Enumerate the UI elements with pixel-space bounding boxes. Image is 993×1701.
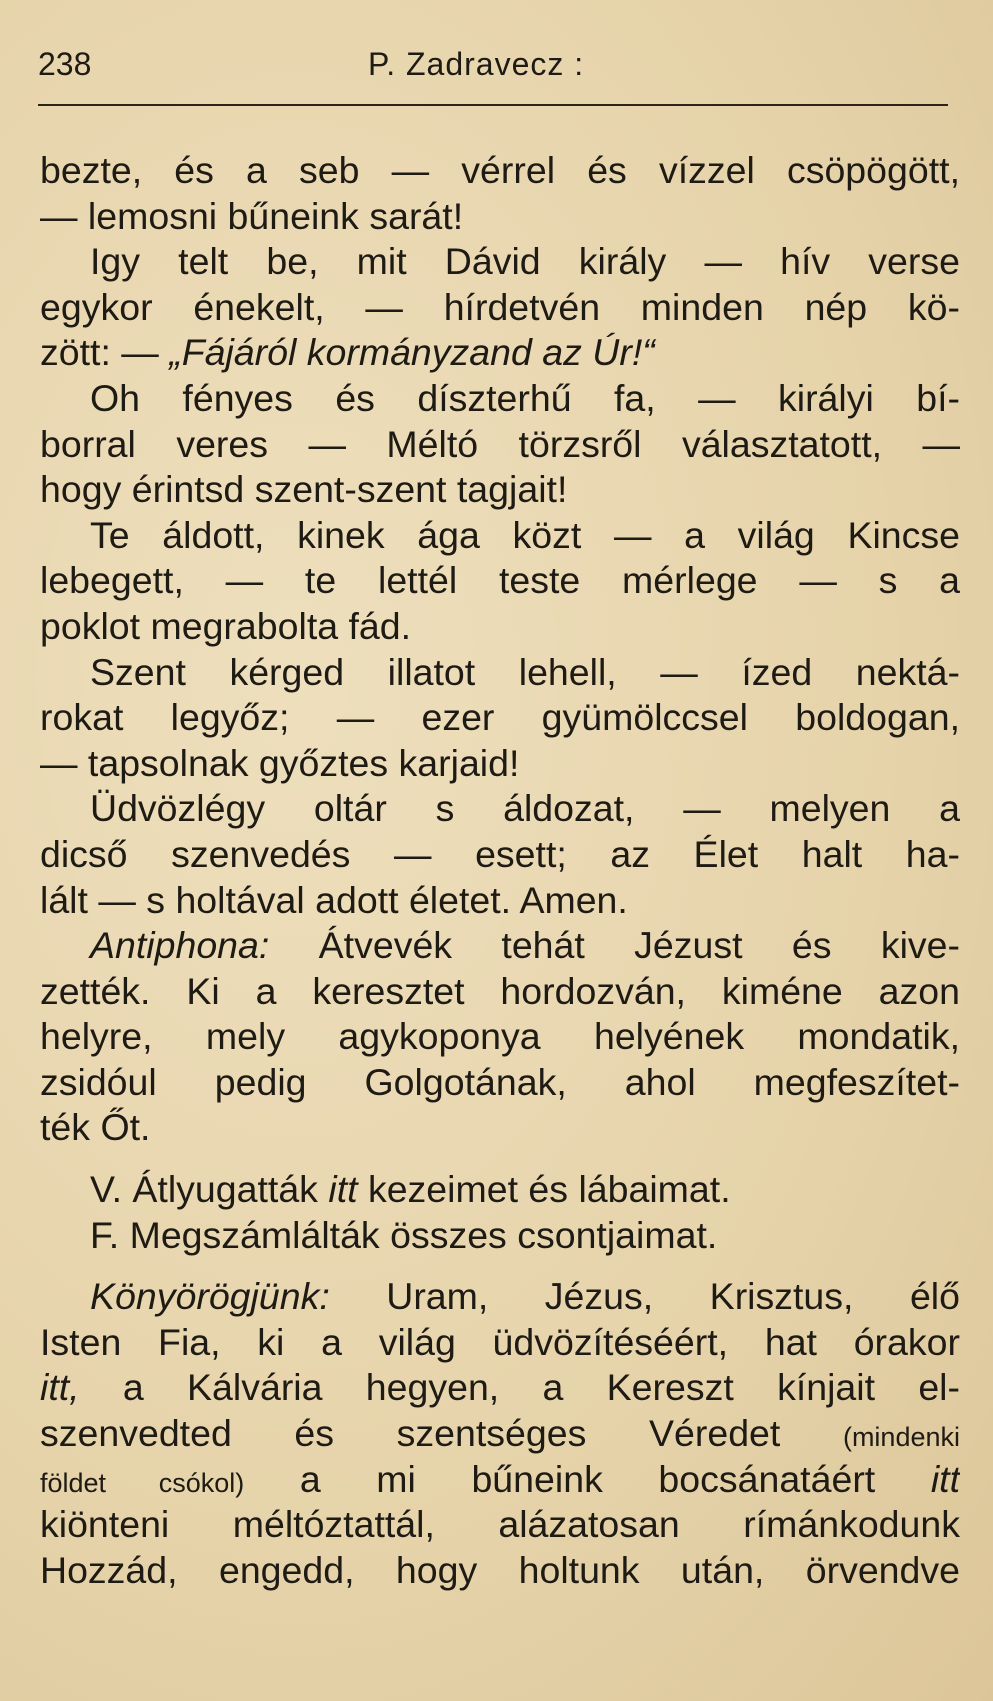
text-line <box>40 741 960 787</box>
text-line <box>40 194 960 240</box>
text-line <box>40 923 960 969</box>
text-line <box>40 422 960 468</box>
text-line <box>40 695 960 741</box>
running-title: P. Zadravecz : <box>368 46 585 82</box>
page-header <box>38 40 948 106</box>
text-segment: Átvevék tehát Jézust és kive- <box>269 924 960 967</box>
small-text: földet csókol) <box>40 1467 245 1498</box>
text-segment: — tapsolnak győztes karjaid! <box>40 741 520 784</box>
text-segment: hogy érintsd szent-szent tagjait! <box>40 468 568 511</box>
text-segment: borral veres — Méltó törzsről választatott, — <box>40 422 960 465</box>
text-segment: Szent kérged illatot lehell, — ízed nektá- <box>90 650 960 693</box>
text-line <box>40 1167 960 1213</box>
text-line <box>40 1213 960 1259</box>
italic-text: Könyörögjünk: <box>90 1275 330 1318</box>
text-line <box>40 376 960 422</box>
text-line <box>40 1060 960 1106</box>
text-segment: helyre, mely agykoponya helyének mondatik, <box>40 1015 960 1058</box>
text-line <box>40 239 960 285</box>
text-segment: a Kálvária hegyen, a Kereszt kínjait el- <box>79 1366 960 1409</box>
text-segment: szenvedted és szentséges Véredet <box>40 1412 843 1455</box>
body-text <box>40 148 960 1593</box>
text-segment: zött: — <box>40 331 170 374</box>
text-line <box>40 604 960 650</box>
text-line <box>40 1105 960 1151</box>
text-segment: dicső szenvedés — esett; az Élet halt ha- <box>40 832 960 875</box>
text-segment: zsidóul pedig Golgotának, ahol megfeszítet- <box>40 1060 960 1103</box>
text-segment: kiönteni méltóztattál, alázatosan rímánkodunk <box>40 1503 960 1546</box>
italic-text: itt, <box>40 1366 80 1409</box>
text-line <box>40 148 960 194</box>
text-line <box>40 1274 960 1320</box>
text-line <box>40 1014 960 1060</box>
text-segment: rokat legyőz; — ezer gyümölccsel boldogan, <box>40 696 960 739</box>
text-line <box>40 832 960 878</box>
text-segment: egykor énekelt, — hírdetvén minden nép kö- <box>40 285 960 328</box>
text-line <box>40 513 960 559</box>
line-gap <box>40 1151 960 1167</box>
text-segment: F. Megszámlálták összes csontjaimat. <box>90 1213 718 1256</box>
line-gap <box>40 1258 960 1274</box>
text-segment: V. Átlyugatták <box>90 1168 329 1211</box>
text-segment: a mi bűneink bocsánatáért <box>244 1457 931 1500</box>
text-segment: Hozzád, engedd, hogy holtunk után, örvendve <box>40 1548 960 1591</box>
italic-text: Antiphona: <box>90 924 270 967</box>
italic-text: „Fájáról kormányzand az Úr!“ <box>169 331 655 374</box>
text-segment: Uram, Jézus, Krisztus, élő <box>329 1275 960 1318</box>
text-segment: Te áldott, kinek ága közt — a világ Kincse <box>90 513 960 556</box>
text-line <box>40 330 960 376</box>
italic-text: itt <box>930 1457 960 1500</box>
text-line <box>40 467 960 513</box>
text-segment: ték Őt. <box>40 1106 151 1149</box>
text-line <box>40 285 960 331</box>
text-line <box>40 786 960 832</box>
text-segment: Igy telt be, mit Dávid király — hív verse <box>90 240 960 283</box>
text-segment: zették. Ki a keresztet hordozván, kiméne azon <box>40 969 960 1012</box>
text-line <box>40 1411 960 1457</box>
text-segment: Oh fényes és díszterhű fa, — királyi bí- <box>90 376 960 419</box>
page-number: 238 <box>38 46 92 82</box>
text-segment: kezeimet és lábaimat. <box>357 1168 731 1211</box>
text-line <box>40 878 960 924</box>
text-segment: Üdvözlégy oltár s áldozat, — melyen a <box>90 787 960 830</box>
text-segment: — lemosni bűneink sarát! <box>40 194 464 237</box>
text-line <box>40 1502 960 1548</box>
text-segment: bezte, és a seb — vérrel és vízzel csöpögött, <box>40 149 960 191</box>
text-line <box>40 969 960 1015</box>
small-text: (mindenki <box>842 1422 960 1453</box>
italic-text: itt <box>328 1168 358 1211</box>
text-segment: poklot megrabolta fád. <box>40 604 412 647</box>
text-segment: lebegett, — te lettél teste mérlege — s a <box>40 559 960 602</box>
text-line <box>40 1457 960 1503</box>
text-line <box>40 1320 960 1366</box>
text-segment: lált — s holtával adott életet. Amen. <box>40 878 628 921</box>
text-line <box>40 1548 960 1594</box>
text-segment: Isten Fia, ki a világ üdvözítéséért, hat órakor <box>40 1320 960 1363</box>
text-line <box>40 650 960 696</box>
text-line <box>40 558 960 604</box>
text-line <box>40 1365 960 1411</box>
